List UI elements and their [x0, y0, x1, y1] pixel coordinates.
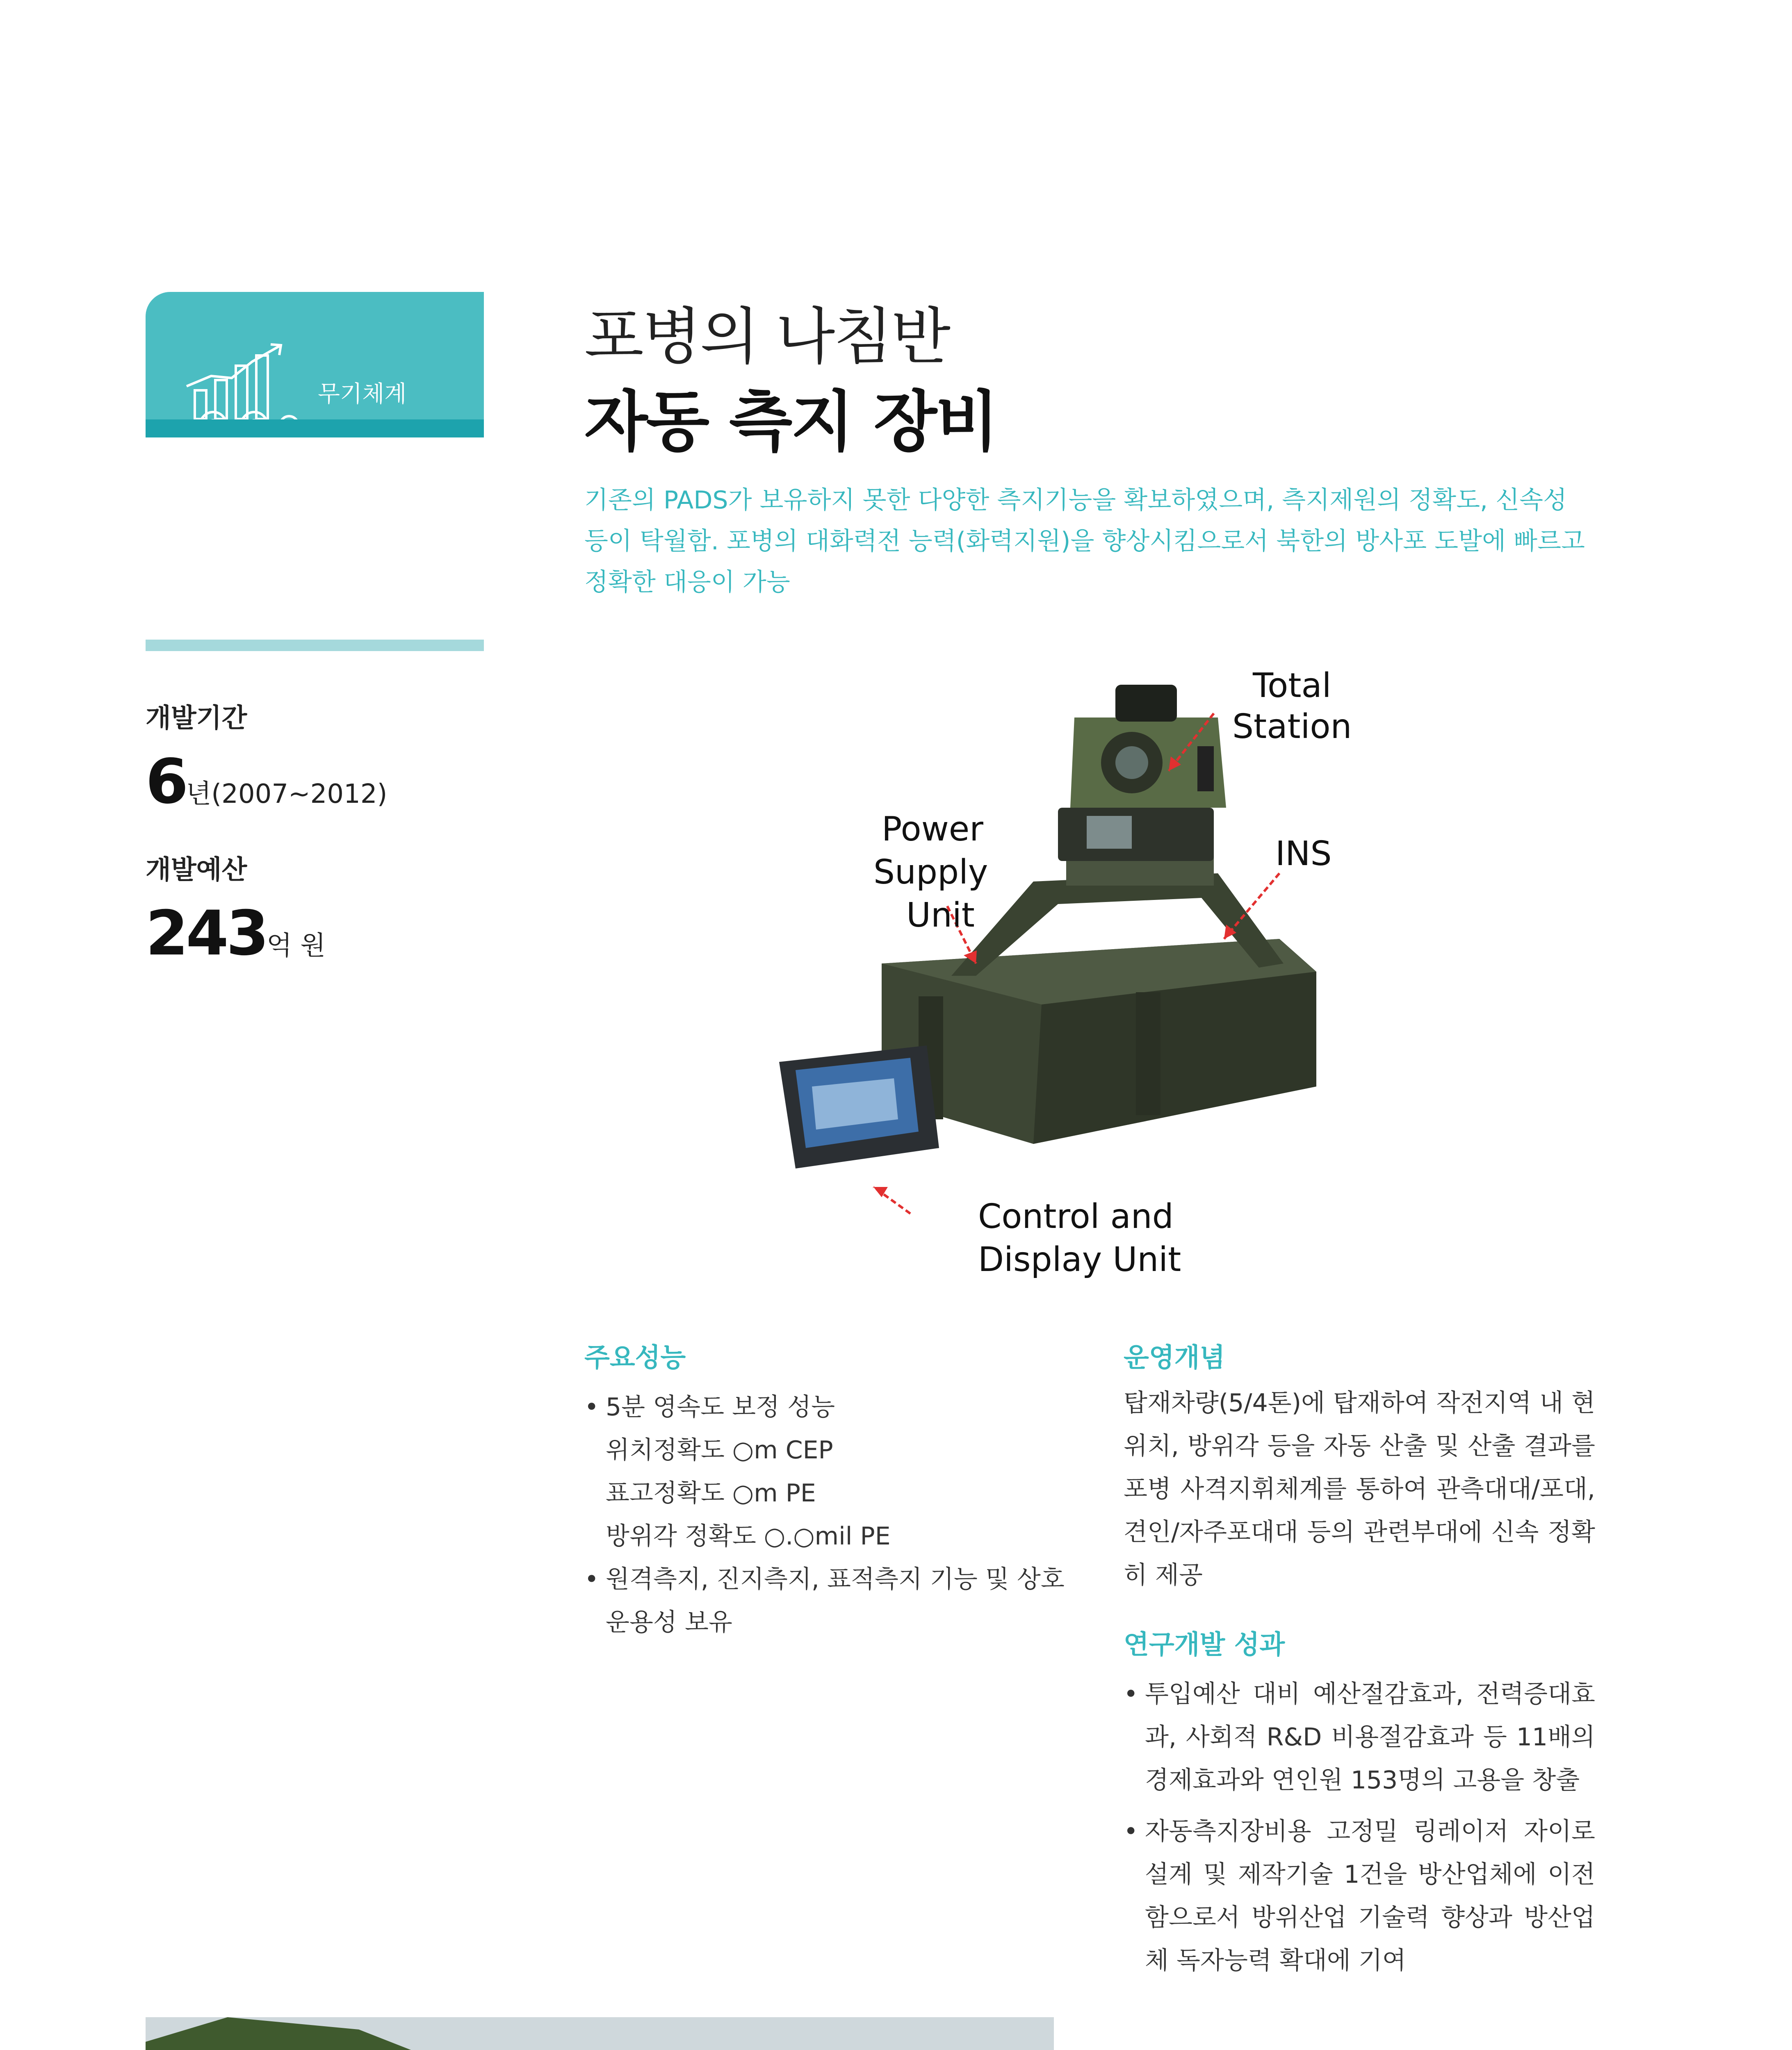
list-item: • 투입예산 대비 예산절감효과, 전력증대효과, 사회적 R&D 비용절감효과 등 11배의 경제효과와 연인원 153명의 고용을 창출 [1124, 1673, 1595, 1802]
dev-budget-label: 개발예산 [146, 855, 247, 885]
dev-budget-value: 243 [146, 898, 267, 969]
equipment-figure [746, 652, 1402, 1292]
page-subtitle: 포병의 나침반 [584, 301, 949, 373]
field-photo [146, 2017, 1054, 2050]
callout-total-station-1: Total [1253, 666, 1331, 705]
callout-power-1: Power [882, 810, 983, 849]
category-badge [146, 292, 484, 437]
operations-heading: 운영개념 [1124, 1343, 1225, 1373]
rnd-heading: 연구개발 성과 [1124, 1630, 1285, 1660]
dev-period-value: 6 [146, 746, 186, 818]
callout-total-station-2: Station [1232, 707, 1352, 746]
performance-list [584, 1386, 1076, 1644]
page-title: 자동 측지 장비 [584, 383, 997, 460]
callout-ins: INS [1275, 834, 1332, 873]
summary-text: 기존의 PADS가 보유하지 못한 다양한 측지기능을 확보하였으며, 측지제원의 정확도, 신속성 등이 탁월함. 포병의 대화력전 능력(화력지원)을 향상시킴으로서 북한의 방사포 도발에 빠르고 정확한 대응이 가능 [584, 486, 1585, 597]
list-item: • 자동측지장비용 고정밀 링레이저 자이로 설계 및 제작기술 1건을 방산업체에 이전함으로서 방위산업 기술력 향상과 방산업체 독자능력 확대에 기여 [1124, 1810, 1595, 1982]
performance-heading: 주요성능 [584, 1343, 686, 1373]
callout-power-2: Supply [873, 853, 988, 892]
dev-period-unit: 년(2007~2012) [186, 779, 388, 809]
callout-control-2: Display Unit [978, 1240, 1181, 1279]
list-item: • 5분 영속도 보정 성능 위치정확도 ○m CEP 표고정확도 ○m PE 방위각 정확도 ○.○mil PE [584, 1386, 1076, 1558]
dev-period [146, 746, 388, 818]
callout-power-3: Unit [906, 896, 975, 935]
rnd-list [1124, 1673, 1595, 1982]
dev-budget [146, 898, 326, 969]
total-station-device [1058, 685, 1226, 861]
dev-period-label: 개발기간 [146, 703, 247, 733]
dev-budget-unit: 억 원 [267, 931, 326, 961]
operations-text: 탑재차량(5/4톤)에 탑재하여 작전지역 내 현 위치, 방위각 등을 자동 산출 및 산출 결과를 포병 사격지휘체계를 통하여 관측대대/포대, 견인/자주포대대 등의 관련부대에 신속 정확히 제공 [1124, 1389, 1595, 1590]
sidebar-divider [146, 640, 484, 651]
category-label: 무기체계 [318, 381, 407, 408]
list-item: • 원격측지, 진지측지, 표적측지 기능 및 상호운용성 보유 [584, 1558, 1076, 1644]
callout-control-1: Control and [978, 1197, 1174, 1236]
badge-stripe [146, 419, 484, 437]
display-unit-device [779, 1046, 939, 1168]
